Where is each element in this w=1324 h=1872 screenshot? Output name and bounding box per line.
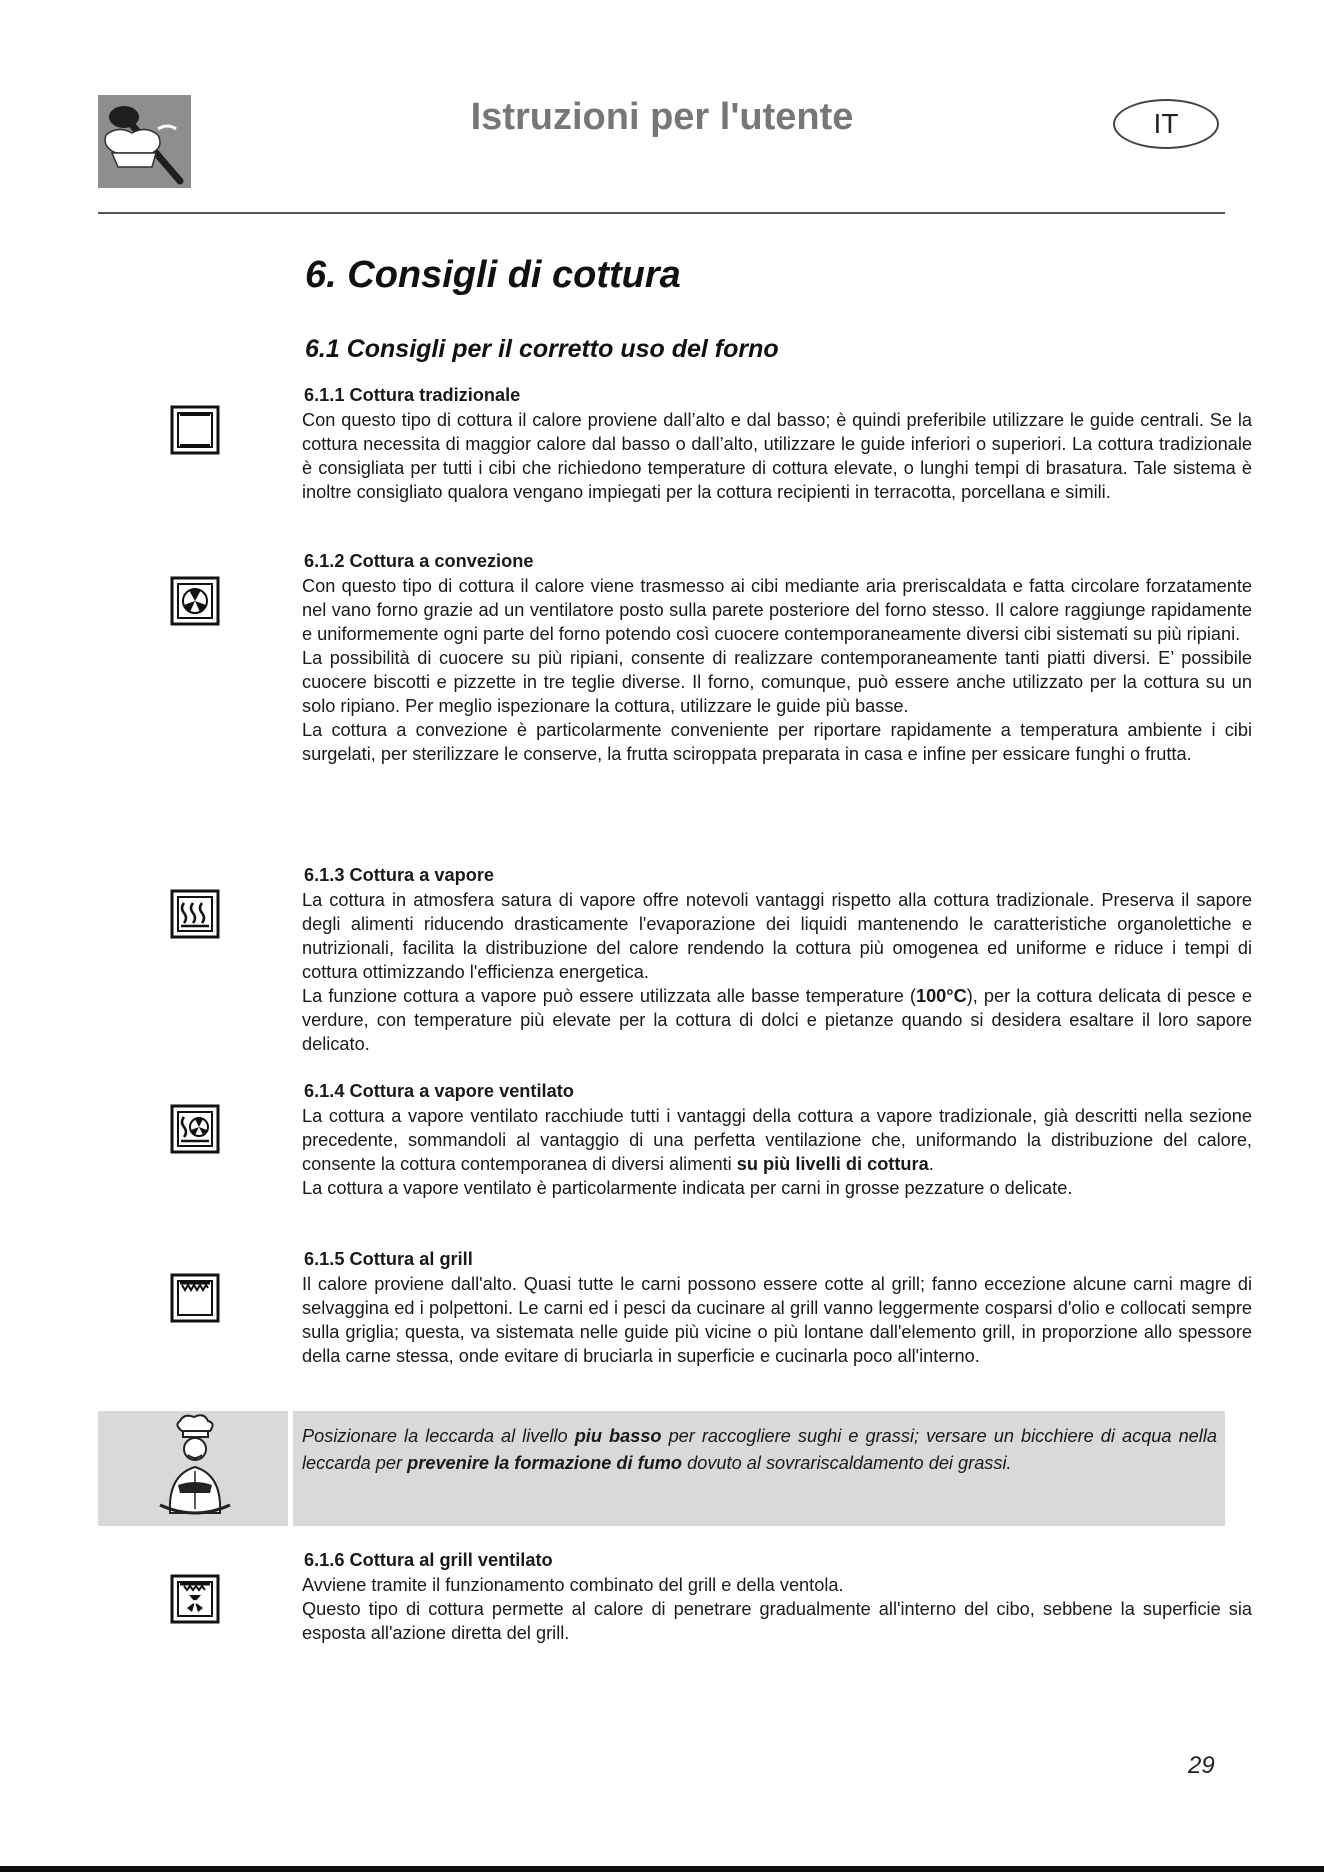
- chapter-title: 6. Consigli di cottura: [305, 254, 681, 296]
- grill-oven-icon: [170, 1273, 220, 1328]
- paragraph: Con questo tipo di cottura il calore proviene dall’alto e dal basso; è quindi preferibile utilizzare le guide centrali. Se la cottura necessita di maggior calore dal basso o dall’alto, utilizzare le guide inferiori o superiori. La cottura tradizionale è consigliata per tutti i cibi che richiedono temperature di cottura elevate, o lunghi tempi di brasatura. Tale sistema è inoltre consigliato qualora vengano impiegati per la cottura recipienti in terracotta, porcellana e simili.: [302, 410, 1252, 502]
- paragraph: [302, 984, 1252, 1056]
- emphasis: prevenire la formazione di fumo: [407, 1453, 683, 1473]
- paragraph: Questo tipo di cottura permette al calore di penetrare gradualmente all'interno del cibo, sebbene la superficie sia esposta all'azione diretta del grill.: [302, 1599, 1252, 1643]
- steam-oven-icon: [170, 889, 220, 944]
- tip-box-divider: [288, 1411, 293, 1526]
- text-run: La funzione cottura a vapore può essere utilizzata alle basse temperature (: [302, 986, 916, 1006]
- paragraph: La cottura a convezione è particolarmente conveniente per riportare rapidamente a temperatura ambiente i cibi surgelati, per sterilizzare le conserve, la frutta sciroppata preparata in casa e infine per essicare funghi o frutta.: [302, 720, 1252, 764]
- text-run: La cottura a vapore ventilato racchiude tutti i vantaggi della cottura a vapore tradizionale, già descritti nella sezione precedente, sommandoli al vantaggio di una perfetta ventilazione che, uniformando la distribuzione del calore, consente la cottura contemporanea di diversi alimenti: [302, 1106, 1252, 1174]
- subsection-title: 6.1.1 Cottura tradizionale: [304, 385, 521, 405]
- page-number: 29: [1188, 1752, 1215, 1779]
- subsection-convection: [302, 549, 1252, 766]
- subsection-title: 6.1.2 Cottura a convezione: [304, 551, 534, 571]
- subsection-steam: [302, 863, 1252, 1056]
- text-run: dovuto al sovrariscaldamento dei grassi.: [682, 1453, 1012, 1473]
- subsection-title: 6.1.6 Cottura al grill ventilato: [304, 1550, 553, 1570]
- fan-oven-icon: [170, 576, 220, 631]
- subsection-traditional: [302, 383, 1252, 504]
- emphasis: su più livelli di cottura: [736, 1154, 929, 1174]
- paragraph: Avviene tramite il funzionamento combinato del grill e della ventola.: [302, 1575, 844, 1595]
- page-bottom-edge: [0, 1866, 1324, 1872]
- paragraph: [302, 1104, 1252, 1176]
- subsection-fan-grill: [302, 1548, 1252, 1645]
- subsection-steam-fan: [302, 1079, 1252, 1200]
- subsection-title: 6.1.3 Cottura a vapore: [304, 865, 495, 885]
- subsection-title: 6.1.4 Cottura a vapore ventilato: [304, 1081, 574, 1101]
- paragraph: La possibilità di cuocere su più ripiani, consente di realizzare contemporaneamente tanti piatti diversi. E’ possibile cuocere biscotti e pizzette in tre teglie diverse. Il forno, comunque, può essere anche utilizzato per la cottura su un solo ripiano. Per meglio ispezionare la cottura, utilizzare le guide più basse.: [302, 648, 1252, 716]
- tip-text: [302, 1423, 1217, 1477]
- paragraph: Il calore proviene dall'alto. Quasi tutte le carni possono essere cotte al grill; fanno eccezione alcune carni magre di selvaggina ed i polpettoni. Le carni ed i pesci da cucinare al grill vanno leggermente cosparsi d'olio e collocati sempre sulla griglia; questa, va sistemata nelle guide più vicine o più lontane dall'elemento grill, in proporzione allo spessore della carne stessa, onde evitare di bruciarla in superficie e cucinarla poco all'interno.: [302, 1274, 1252, 1366]
- subsection-grill: [302, 1247, 1252, 1368]
- temperature-value: 100°C: [915, 986, 967, 1006]
- paragraph: Con questo tipo di cottura il calore viene trasmesso ai cibi mediante aria preriscaldata e fatta circolare forzatamente nel vano forno grazie ad un ventilatore posto sulla parete posteriore del forno stesso. Il calore raggiunge rapidamente e uniformemente ogni parte del forno potendo così cuocere contemporaneamente diversi cibi sistemati su più ripiani.: [302, 576, 1252, 644]
- subsection-title: 6.1.5 Cottura al grill: [304, 1249, 473, 1269]
- header-divider: [98, 212, 1225, 214]
- header-title: Istruzioni per l'utente: [470, 96, 854, 138]
- text-run: ), per la cottura delicata di pesce e verdure, con temperature più elevate per la cottura di dolci e pietanze quando si desidera esaltare il loro sapore delicato.: [302, 986, 1252, 1054]
- paragraph: La cottura a vapore ventilato è particolarmente indicata per carni in grosse pezzature o delicate.: [302, 1178, 1073, 1198]
- chef-icon: [150, 1413, 240, 1528]
- conventional-oven-icon: [170, 405, 220, 460]
- fan-grill-oven-icon: [170, 1574, 220, 1629]
- emphasis: piu basso: [574, 1426, 662, 1446]
- steam-fan-oven-icon: [170, 1104, 220, 1159]
- text-run: per raccogliere sughi e grassi; versare un bicchiere di acqua nella leccarda per: [302, 1426, 1217, 1473]
- language-badge: IT: [1113, 99, 1219, 149]
- text-run: .: [928, 1154, 934, 1174]
- text-run: Posizionare la leccarda al livello: [302, 1426, 575, 1446]
- paragraph: La cottura in atmosfera satura di vapore offre notevoli vantaggi rispetto alla cottura tradizionale. Preserva il sapore degli alimenti riducendo drasticamente l'evaporazione dei liquidi mantenendo le caratteristiche organolettiche e nutrizionali, facilita la distribuzione del calore rendendo la cottura più omogenea ed uniforme e riduce i tempi di cottura ottimizzando l'efficienza energetica.: [302, 890, 1252, 982]
- section-title: 6.1 Consigli per il corretto uso del forno: [305, 335, 779, 363]
